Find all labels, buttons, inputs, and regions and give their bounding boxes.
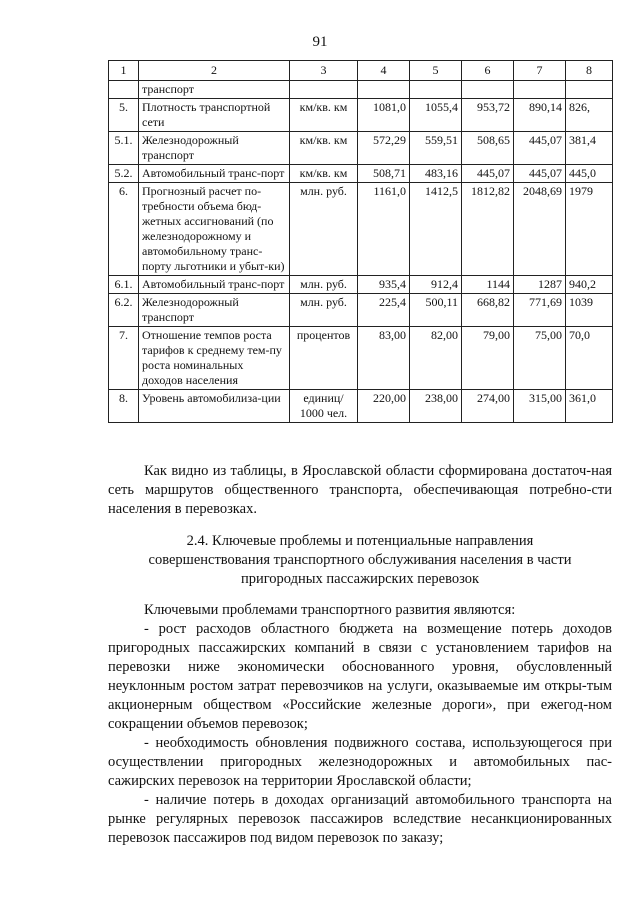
value-cell [462, 81, 514, 99]
problem-item-2 [108, 734, 612, 791]
indicator-name: транспорт [139, 81, 290, 99]
problem-item-1 [108, 620, 612, 734]
value-cell: 83,00 [358, 327, 410, 390]
row-number: 5. [109, 99, 139, 132]
value-cell: 1055,4 [410, 99, 462, 132]
table-row [109, 99, 613, 132]
col-header: 2 [139, 61, 290, 81]
value-cell: 912,4 [410, 276, 462, 294]
conclusion-paragraph [108, 462, 612, 519]
value-cell: 1039 [566, 294, 613, 327]
table-row [109, 294, 613, 327]
row-number [109, 81, 139, 99]
value-cell: 225,4 [358, 294, 410, 327]
value-cell [410, 81, 462, 99]
value-cell: 1412,5 [410, 183, 462, 276]
table-row [109, 276, 613, 294]
indicator-name: Железнодорожный транспорт [139, 132, 290, 165]
unit-cell: млн. руб. [290, 183, 358, 276]
unit-cell: единиц/ 1000 чел. [290, 390, 358, 423]
problem-item-3 [108, 791, 612, 848]
value-cell: 445,07 [514, 132, 566, 165]
col-header: 8 [566, 61, 613, 81]
value-cell: 826, [566, 99, 613, 132]
value-cell: 508,71 [358, 165, 410, 183]
value-cell: 572,29 [358, 132, 410, 165]
col-header: 5 [410, 61, 462, 81]
unit-cell: млн. руб. [290, 276, 358, 294]
value-cell: 220,00 [358, 390, 410, 423]
indicator-name: Автомобильный транс-порт [139, 165, 290, 183]
row-number: 6. [109, 183, 139, 276]
value-cell: 483,16 [410, 165, 462, 183]
problems-intro [108, 601, 612, 620]
table-row [109, 183, 613, 276]
value-cell: 381,4 [566, 132, 613, 165]
value-cell: 1287 [514, 276, 566, 294]
indicator-name: Железнодорожный транспорт [139, 294, 290, 327]
problem-1-text: - рост расходов областного бюджета на возмещение потерь доходов пригородных пассажирских компаний в связи с установлением тарифов на перевозки ниже экономически обоснованного уровня, обусловленный неуклонным ростом затрат перевозчиков на услуги, оказываемые им откры-тым акционерным обществом «Российские железные дороги», при ежегод-ном сокращении объемов перевозок; [108, 621, 612, 732]
row-number: 5.2. [109, 165, 139, 183]
value-cell: 668,82 [462, 294, 514, 327]
value-cell: 1979 [566, 183, 613, 276]
value-cell: 935,4 [358, 276, 410, 294]
unit-cell: км/кв. км [290, 99, 358, 132]
value-cell: 315,00 [514, 390, 566, 423]
value-cell: 771,69 [514, 294, 566, 327]
row-number: 6.1. [109, 276, 139, 294]
problem-3-text: - наличие потерь в доходах организаций автомобильного транспорта на рынке регулярных перевозок пассажиров вследствие несанкционированных перевозок пассажиров под видом перевозок по заказу; [108, 792, 612, 846]
row-number: 7. [109, 327, 139, 390]
value-cell: 500,11 [410, 294, 462, 327]
row-number: 5.1. [109, 132, 139, 165]
row-number: 6.2. [109, 294, 139, 327]
value-cell: 445,07 [514, 165, 566, 183]
col-header: 7 [514, 61, 566, 81]
section-heading-line-3: пригородных пассажирских перевозок [240, 571, 480, 587]
value-cell [514, 81, 566, 99]
value-cell: 1812,82 [462, 183, 514, 276]
section-heading-line-1: 2.4. Ключевые проблемы и потенциальные направления [186, 533, 534, 549]
unit-cell: км/кв. км [290, 132, 358, 165]
value-cell: 1161,0 [358, 183, 410, 276]
problem-2-text: - необходимость обновления подвижного состава, использующегося при осуществлении пригородных железнодорожных и автомобильных пас-сажирских перевозок на территории Ярославской области; [108, 735, 612, 789]
value-cell: 75,00 [514, 327, 566, 390]
unit-cell: км/кв. км [290, 165, 358, 183]
data-table [108, 60, 613, 423]
conclusion-text: Как видно из таблицы, в Ярославской области сформирована достаточ-ная сеть маршрутов общественного транспорта, обеспечивающая потребно-сти населения в перевозках. [108, 463, 612, 517]
section-heading-line-2: совершенствования транспортного обслуживания населения в части [148, 552, 572, 568]
col-header: 1 [109, 61, 139, 81]
value-cell: 361,0 [566, 390, 613, 423]
value-cell: 2048,69 [514, 183, 566, 276]
table-row [109, 327, 613, 390]
value-cell: 79,00 [462, 327, 514, 390]
table-row [109, 132, 613, 165]
table-row [109, 81, 613, 99]
row-number: 8. [109, 390, 139, 423]
unit-cell [290, 81, 358, 99]
col-header: 3 [290, 61, 358, 81]
value-cell [358, 81, 410, 99]
indicator-name: Отношение темпов роста тарифов к среднему тем-пу роста номинальных доходов населения [139, 327, 290, 390]
value-cell: 82,00 [410, 327, 462, 390]
table-header-row [109, 61, 613, 81]
col-header: 4 [358, 61, 410, 81]
col-header: 6 [462, 61, 514, 81]
indicator-name: Уровень автомобилиза-ции [139, 390, 290, 423]
value-cell: 890,14 [514, 99, 566, 132]
value-cell: 940,2 [566, 276, 613, 294]
value-cell: 445,0 [566, 165, 613, 183]
table-row [109, 390, 613, 423]
value-cell: 953,72 [462, 99, 514, 132]
page-number: 91 [312, 34, 328, 50]
table-row [109, 165, 613, 183]
value-cell: 70,0 [566, 327, 613, 390]
indicator-name: Прогнозный расчет по-требности объема бюд-жетных ассигнований (по железнодорожному и автомобильному транс-порту льготники и убыт-ки) [139, 183, 290, 276]
value-cell: 1144 [462, 276, 514, 294]
value-cell [566, 81, 613, 99]
unit-cell: млн. руб. [290, 294, 358, 327]
value-cell: 1081,0 [358, 99, 410, 132]
value-cell: 274,00 [462, 390, 514, 423]
value-cell: 445,07 [462, 165, 514, 183]
indicator-name: Автомобильный транс-порт [139, 276, 290, 294]
value-cell: 238,00 [410, 390, 462, 423]
indicator-name: Плотность транспортной сети [139, 99, 290, 132]
problems-intro-text: Ключевыми проблемами транспортного развития являются: [144, 602, 516, 618]
unit-cell: процентов [290, 327, 358, 390]
section-heading [108, 532, 612, 589]
value-cell: 559,51 [410, 132, 462, 165]
value-cell: 508,65 [462, 132, 514, 165]
